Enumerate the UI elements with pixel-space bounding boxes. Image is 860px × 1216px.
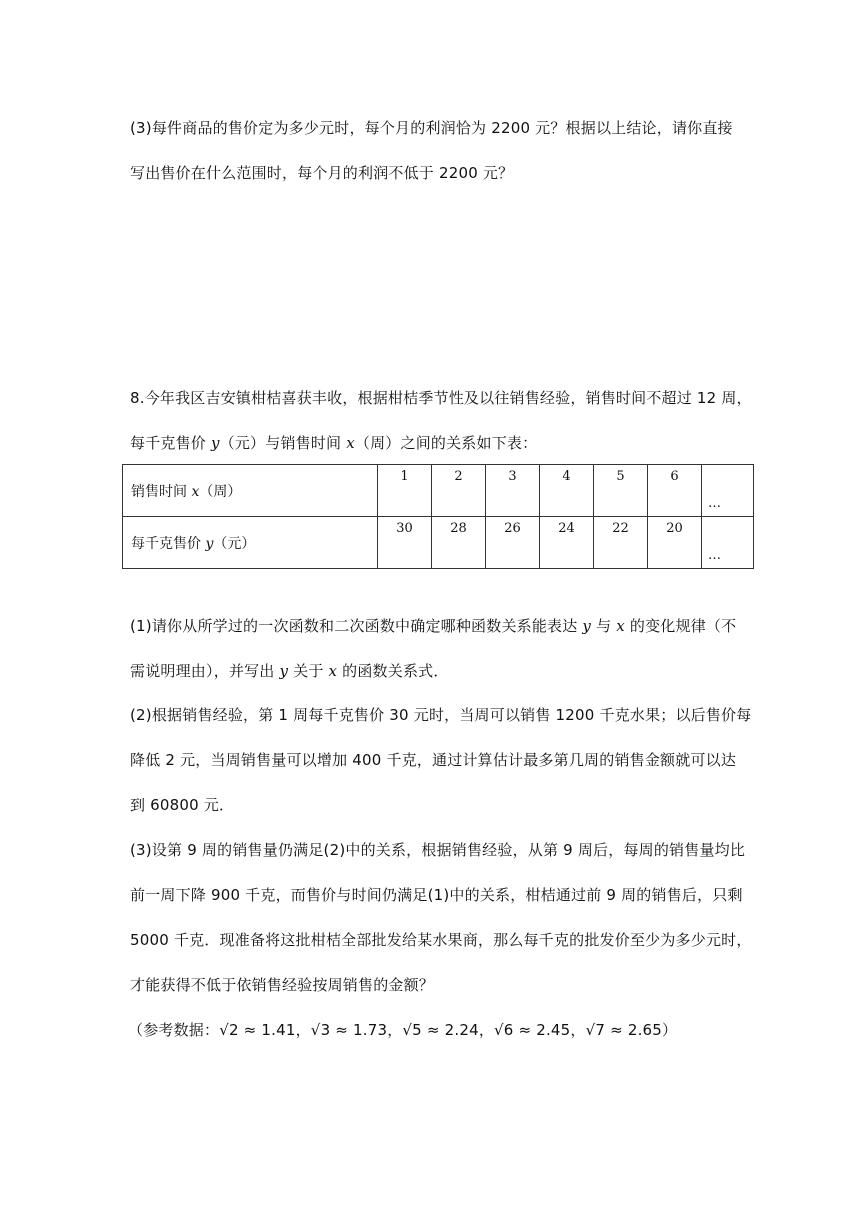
part-1-line-2 (130, 661, 449, 681)
table-row-price (123, 517, 754, 569)
intro-text-b: （元）与销售时间 (219, 434, 347, 452)
row-header-time-text: 销售时间 (131, 483, 192, 500)
part-3-line-2: 前一周下降 900 千克，而售价与时间仍满足(1)中的关系，柑桔通过前 9 周的销售后，只剩 (130, 886, 743, 904)
part-2-line-3: 到 60800 元． (130, 796, 235, 814)
variable-x: x (616, 617, 625, 635)
table-cell: 6 (648, 465, 702, 517)
table-cell-ellipsis: … (702, 465, 754, 517)
part-3-line-3: 5000 千克．现准备将这批柑桔全部批发给某水果商，那么每千克的批发价至少为多少元时， (130, 931, 752, 949)
row-header-price-unit: （元） (213, 535, 256, 552)
table-cell: 30 (378, 517, 432, 569)
table-cell-ellipsis: … (702, 517, 754, 569)
problem-8-intro-line-1: 8.今年我区吉安镇柑桔喜获丰收，根据柑桔季节性及以往销售经验，销售时间不超过 12 周， (130, 389, 752, 407)
problem-8-intro-line-2 (130, 433, 537, 453)
reference-data: （参考数据：√2 ≈ 1.41，√3 ≈ 1.73，√5 ≈ 2.24，√6 ≈ 2.45，√7 ≈ 2.65） (128, 1021, 678, 1039)
price-time-table (122, 464, 754, 569)
table-cell: 1 (378, 465, 432, 517)
intro-text-a: 每千克售价 (130, 434, 211, 452)
table-cell: 22 (594, 517, 648, 569)
variable-y: y (582, 617, 592, 635)
prev-question-line-1: (3)每件商品的售价定为多少元时，每个月的利润恰为 2200 元？根据以上结论，请你直接 (130, 119, 733, 137)
table-cell: 28 (432, 517, 486, 569)
part-1-text-c: 的变化规律（不 (624, 617, 737, 635)
part-3-line-1: (3)设第 9 周的销售量仍满足(2)中的关系，根据销售经验，从第 9 周后，每周的销售量均比 (130, 841, 746, 859)
row-header-time (123, 465, 378, 517)
part-2-line-1: (2)根据销售经验，第 1 周每千克售价 30 元时，当周可以销售 1200 千克水果；以后售价每 (130, 706, 752, 724)
part-2-line-2: 降低 2 元，当周销售量可以增加 400 千克，通过计算估计最多第几周的销售金额就可以达 (130, 751, 737, 769)
row-header-price-text: 每千克售价 (131, 535, 206, 552)
row-header-time-unit: （周） (199, 483, 242, 500)
variable-y: y (279, 662, 289, 680)
table-row-time (123, 465, 754, 517)
part-3-line-4: 才能获得不低于依销售经验按周销售的金额？ (130, 976, 435, 994)
table-cell: 24 (540, 517, 594, 569)
prev-question-line-2: 写出售价在什么范围时，每个月的利润不低于 2200 元？ (130, 164, 514, 182)
table-cell: 3 (486, 465, 540, 517)
table-cell: 2 (432, 465, 486, 517)
part-1-text-e: 关于 (288, 662, 329, 680)
variable-y: y (210, 434, 220, 452)
variable-x: x (328, 662, 338, 680)
part-1-text-a: (1)请你从所学过的一次函数和二次函数中确定哪种函数关系能表达 (130, 617, 583, 635)
part-1-text-f: 的函数关系式． (337, 662, 449, 680)
row-header-price-var: y (205, 535, 214, 552)
row-header-price (123, 517, 378, 569)
row-header-time-var: x (191, 483, 200, 500)
intro-text-c: （周）之间的关系如下表： (354, 434, 538, 452)
table-cell: 26 (486, 517, 540, 569)
table-cell: 5 (594, 465, 648, 517)
table-cell: 4 (540, 465, 594, 517)
variable-x: x (346, 434, 355, 452)
part-1-line-1 (130, 616, 736, 636)
part-1-text-b: 与 (591, 617, 617, 635)
table-cell: 20 (648, 517, 702, 569)
part-1-text-d: 需说明理由），并写出 (130, 662, 280, 680)
